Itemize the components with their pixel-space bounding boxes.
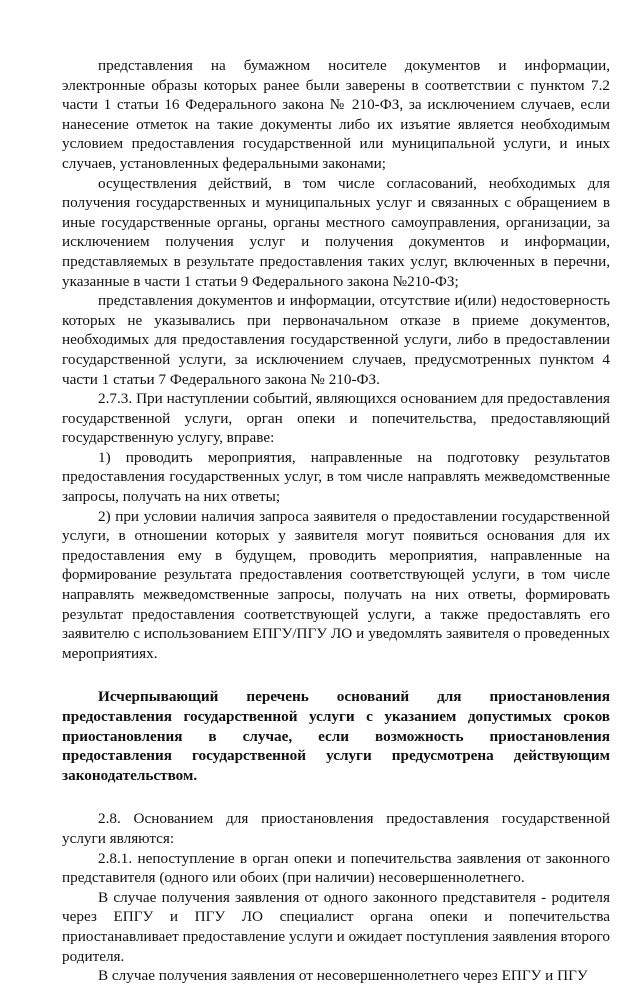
paragraph-continuation: представления на бумажном носителе документов и информации, электронные образы которых ранее были заверены в соответствии с пунктом 7.2 части 1 статьи 16 Федерального закона № 210-ФЗ, за исключением случаев, если нанесение отметок на такие документы либо их изъятие является необходимым условием предоставления государственной или муниципальной услуги, и иных случаев, установленных федеральными законами; xyxy=(62,57,610,172)
paragraph-2-7-3: 2.7.3. При наступлении событий, являющихся основанием для предоставления государственной услуги, орган опеки и попечительства, предоставляющий государственную услугу, вправе: xyxy=(62,390,610,447)
paragraph-item-1: 1) проводить мероприятия, направленные на подготовку результатов предоставления государственных услуг, в том числе направлять межведомственные запросы, получать на них ответы; xyxy=(62,448,610,506)
paragraph-actions: осуществления действий, в том числе согласований, необходимых для получения государственных и муниципальных услуг и связанных с обращением в иные государственные органы, органы местного самоуправления, организации, за исключением получения услуг и получения документов и информации, представляемых в результате предоставления таких услуг, включенных в перечни, указанные в части 1 статьи 9 Федерального закона №210-ФЗ; xyxy=(62,174,610,290)
paragraph-item-2: 2) при условии наличия запроса заявителя о предоставлении государственной услуги, в отношении которых у заявителя могут появиться основания для их предоставления ему в будущем, проводить мероприятия, направленные на формирование результата предоставления соответствующей услуги, в том числе направлять межведомственные запросы, получать на них ответы, формировать результат предоставления соответствующей услуги, а также предоставлять его заявителю с использованием ЕПГУ/ПГУ ЛО и уведомлять заявителя о проведенных мероприятиях. xyxy=(62,507,610,662)
paragraph-2-8-1: 2.8.1. непоступление в орган опеки и попечительства заявления от законного представителя (одного или обоих (при наличии) несовершеннолетнего. xyxy=(62,849,610,887)
section-heading: Исчерпывающий перечень оснований для приостановления предоставления государственной услуги с указанием допустимых сроков приостановления в случае, если возможность приостановления предоставления государственной услуги предусмотрена действующим законодательством. xyxy=(62,688,610,784)
paragraph-2-8: 2.8. Основанием для приостановления предоставления государственной услуги являются: xyxy=(62,810,610,847)
paragraph-minor: В случае получения заявления от несовершеннолетнего через ЕПГУ и ПГУ xyxy=(98,967,588,985)
paragraph-documents: представления документов и информации, отсутствие и(или) недостоверность которых не указывались при первоначальном отказе в приеме документов, необходимых для предоставления государственной услуги, либо в предоставлении государственной услуги, за исключением случаев, предусмотренных пунктом 4 части 1 статьи 7 Федерального закона № 210-ФЗ. xyxy=(62,292,610,388)
paragraph-one-parent: В случае получения заявления от одного законного представителя - родителя через ЕПГУ и ПГУ ЛО специалист органа опеки и попечительства приостанавливает предоставление услуги и ожидает поступления заявления второго родителя. xyxy=(62,888,610,965)
